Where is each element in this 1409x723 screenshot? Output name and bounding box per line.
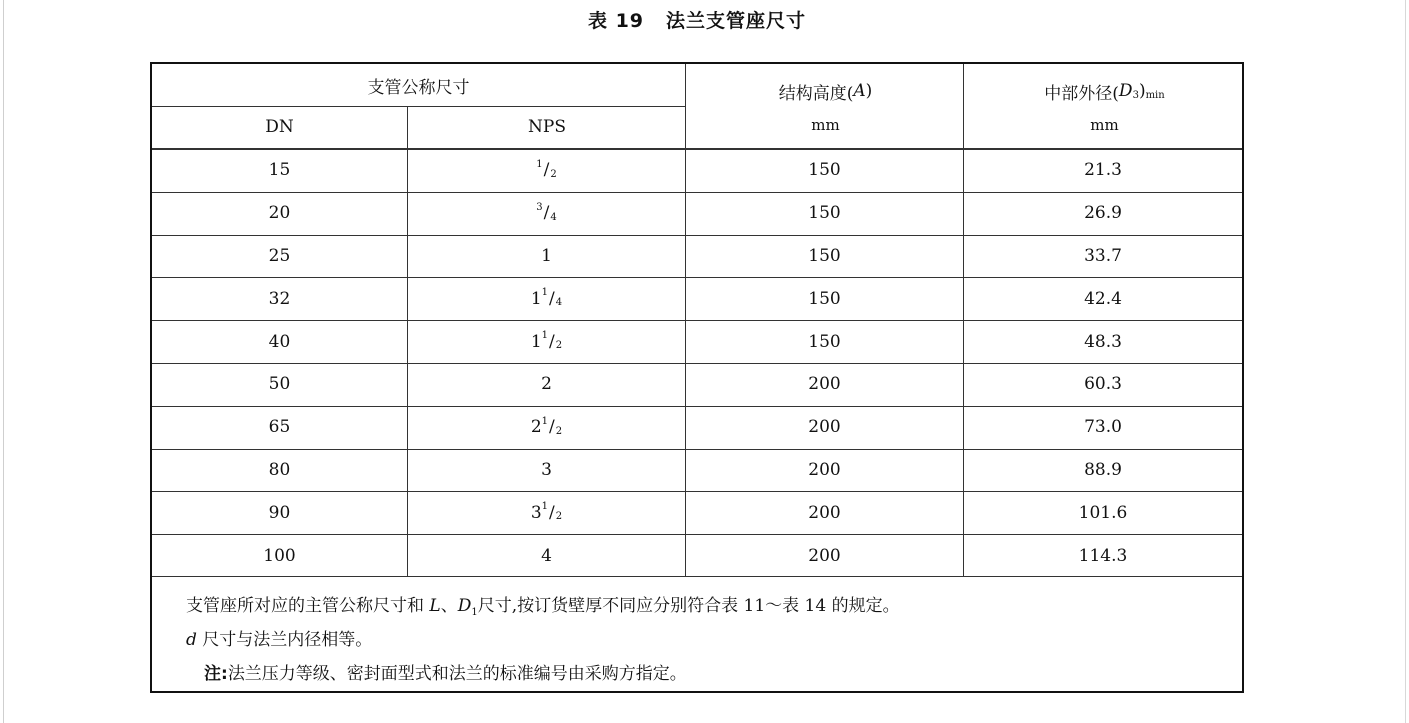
header-branch-nominal-size: 支管公称尺寸 bbox=[367, 77, 470, 98]
page-edge-right bbox=[1405, 0, 1406, 723]
table-title: 法兰支管座尺寸 bbox=[666, 10, 807, 32]
cell-structure-height: 200 bbox=[808, 502, 841, 523]
header-structure-height: 结构高度( A ) bbox=[778, 81, 873, 104]
header-divider bbox=[152, 106, 685, 107]
cell-nps: 1 / 2 bbox=[536, 158, 557, 181]
cell-structure-height: 150 bbox=[808, 203, 841, 224]
cell-dn: 32 bbox=[268, 288, 291, 309]
cell-dn: 100 bbox=[263, 545, 296, 566]
cell-nps: 1 1 / 4 bbox=[530, 287, 563, 309]
cell-middle-outer-diameter: 26.9 bbox=[1084, 203, 1122, 224]
cell-dn: 25 bbox=[268, 245, 291, 266]
cell-structure-height: 200 bbox=[808, 459, 841, 480]
cell-middle-outer-diameter: 60.3 bbox=[1084, 374, 1122, 395]
cell-middle-outer-diameter: 33.7 bbox=[1084, 245, 1122, 266]
cell-dn: 65 bbox=[268, 417, 291, 438]
note-line-2: d 尺寸与法兰内径相等。 bbox=[186, 630, 373, 650]
table-caption bbox=[0, 6, 1394, 33]
cell-nps: 1 1 / 2 bbox=[530, 330, 563, 352]
cell-structure-height: 150 bbox=[808, 245, 841, 266]
cell-structure-height: 200 bbox=[808, 545, 841, 566]
cell-structure-height: 200 bbox=[808, 374, 841, 395]
note-label: 注: bbox=[204, 664, 228, 684]
cell-dn: 80 bbox=[268, 459, 291, 480]
header-diameter-unit: mm bbox=[1090, 116, 1119, 134]
header-middle-outer-diameter: 中部外径( D 3 ) min bbox=[1044, 81, 1165, 104]
cell-nps: 1 bbox=[541, 245, 552, 266]
cell-nps: 3 bbox=[541, 459, 552, 480]
header-dn: DN bbox=[265, 117, 294, 137]
note-line-3: 注:法兰压力等级、密封面型式和法兰的标准编号由采购方指定。 bbox=[204, 664, 687, 684]
dimension-table bbox=[150, 62, 1244, 693]
cell-middle-outer-diameter: 101.6 bbox=[1078, 502, 1128, 523]
cell-structure-height: 150 bbox=[808, 160, 841, 181]
cell-nps: 3 / 4 bbox=[536, 201, 557, 224]
table-number: 表 19 bbox=[587, 10, 645, 32]
cell-nps: 4 bbox=[541, 545, 552, 566]
cell-middle-outer-diameter: 114.3 bbox=[1078, 545, 1128, 566]
cell-nps: 2 1 / 2 bbox=[530, 415, 563, 438]
cell-dn: 90 bbox=[268, 502, 291, 523]
cell-middle-outer-diameter: 48.3 bbox=[1084, 331, 1122, 352]
cell-nps: 2 bbox=[541, 374, 552, 395]
cell-dn: 40 bbox=[268, 331, 291, 352]
cell-dn: 15 bbox=[268, 160, 291, 181]
cell-dn: 20 bbox=[268, 203, 291, 224]
header-height-unit: mm bbox=[811, 116, 840, 134]
cell-middle-outer-diameter: 73.0 bbox=[1084, 417, 1122, 438]
cell-structure-height: 150 bbox=[808, 288, 841, 309]
note-line-1: 支管座所对应的主管公称尺寸和 L、$D_1$尺寸,按订货壁厚不同应分别符合表 11～表 14 的规定。 bbox=[186, 596, 900, 618]
cell-structure-height: 150 bbox=[808, 331, 841, 352]
cell-structure-height: 200 bbox=[808, 417, 841, 438]
cell-middle-outer-diameter: 42.4 bbox=[1084, 288, 1122, 309]
cell-dn: 50 bbox=[268, 374, 291, 395]
cell-middle-outer-diameter: 21.3 bbox=[1084, 160, 1122, 181]
page-edge-left bbox=[3, 0, 4, 723]
header-nps: NPS bbox=[528, 117, 566, 137]
cell-nps: 3 1 / 2 bbox=[530, 501, 563, 523]
cell-middle-outer-diameter: 88.9 bbox=[1084, 459, 1122, 480]
